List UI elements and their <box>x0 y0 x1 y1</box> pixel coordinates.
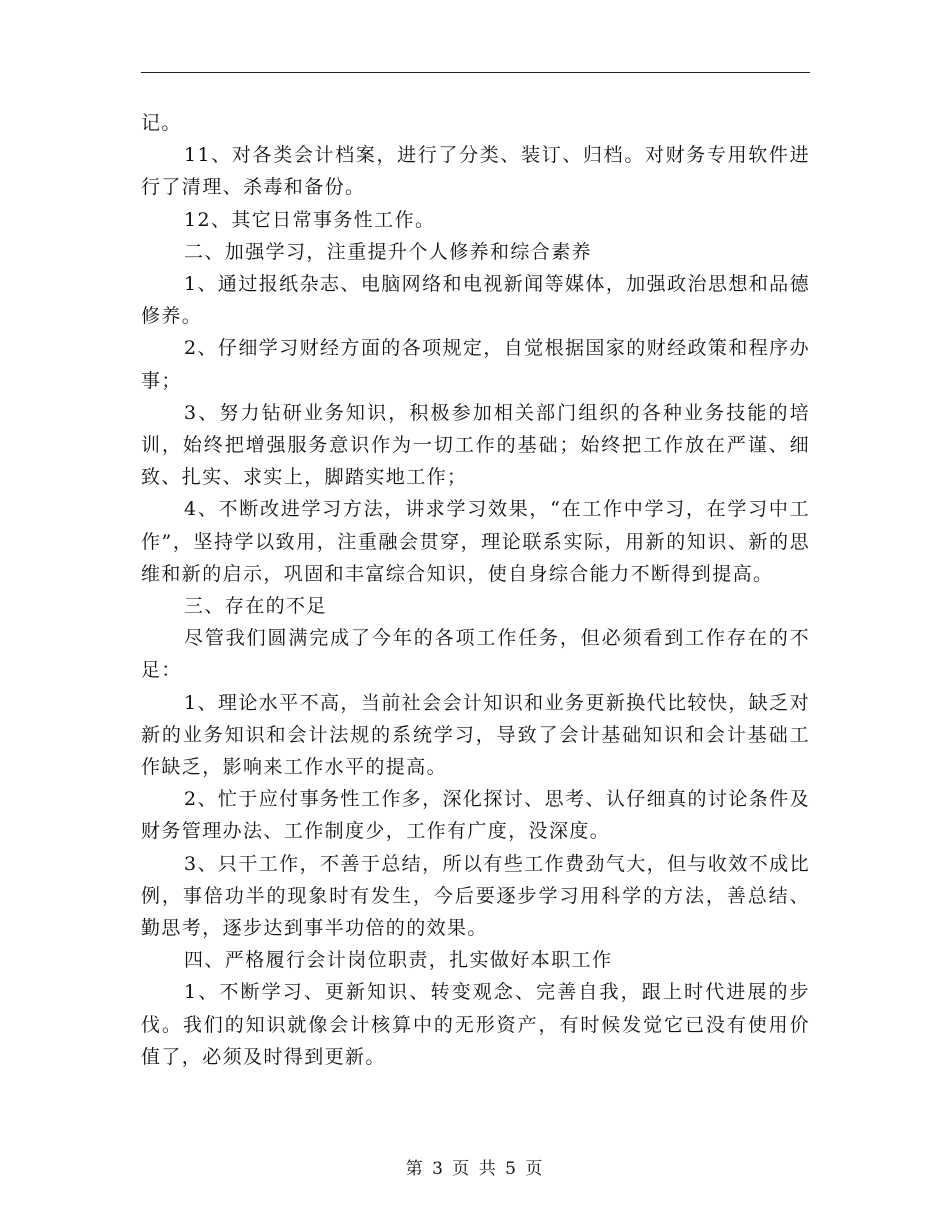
document-body <box>141 107 810 1073</box>
header-rule <box>141 72 810 73</box>
page-number-footer <box>0 1154 950 1179</box>
paragraph-section2-item-4: 4、不断改进学习方法，讲求学习效果，“在工作中学习，在学习中工作”，坚持学以致用，注重融会贯穿，理论联系实际，用新的知识、新的思维和新的启示，巩固和丰富综合知识，使自身综合能力不断得到提高。 <box>141 498 810 585</box>
section-heading-2: 二、加强学习，注重提升个人修养和综合素养 <box>184 240 593 263</box>
paragraph-section3-item-2: 2、忙于应付事务性工作多，深化探讨、思考、认仔细真的讨论条件及财务管理办法、工作制度少，工作有广度，没深度。 <box>141 788 810 843</box>
paragraph-section3-item-1: 1、理论水平不高，当前社会会计知识和业务更新换代比较快，缺乏对新的业务知识和会计法规的系统学习，导致了会计基础知识和会计基础工作缺乏，影响来工作水平的提高。 <box>141 691 810 779</box>
paragraph-section4-item-1: 1、不断学习、更新知识、转变观念、完善自我，跟上时代进展的步伐。我们的知识就像会计核算中的无形资产，有时候发觉它已没有使用价值了，必须及时得到更新。 <box>141 981 810 1068</box>
paragraph-item-12: 12、其它日常事务性工作。 <box>184 208 436 231</box>
paragraph-section3-intro: 尽管我们圆满完成了今年的各项工作任务，但必须看到工作存在的不足： <box>141 627 810 682</box>
paragraph-section2-item-3: 3、努力钻研业务知识，积极参加相关部门组织的各种业务技能的培训，始终把增强服务意识作为一切工作的基础；始终把工作放在严谨、细致、扎实、求实上，脚踏实地工作； <box>141 401 810 489</box>
paragraph-continuation: 记。 <box>141 112 182 134</box>
section-heading-3: 三、存在的不足 <box>184 595 327 618</box>
paragraph-section3-item-3: 3、只干工作，不善于总结，所以有些工作费劲气大，但与收效不成比例，事倍功半的现象时有发生，今后要逐步学习用科学的方法，善总结、勤思考，逐步达到事半功倍的的效果。 <box>141 852 810 940</box>
section-heading-4: 四、严格履行会计岗位职责，扎实做好本职工作 <box>184 949 613 972</box>
paragraph-item-11: 11、对各类会计档案，进行了分类、装订、归档。对财务专用软件进行了清理、杀毒和备份。 <box>141 144 810 199</box>
paragraph-section2-item-2: 2、仔细学习财经方面的各项规定，自觉根据国家的财经政策和程序办事； <box>141 337 810 392</box>
paragraph-section2-item-1: 1、通过报纸杂志、电脑网络和电视新闻等媒体，加强政治思想和品德修养。 <box>141 273 810 328</box>
page-number-label: 第 3 页 共 5 页 <box>405 1159 545 1179</box>
